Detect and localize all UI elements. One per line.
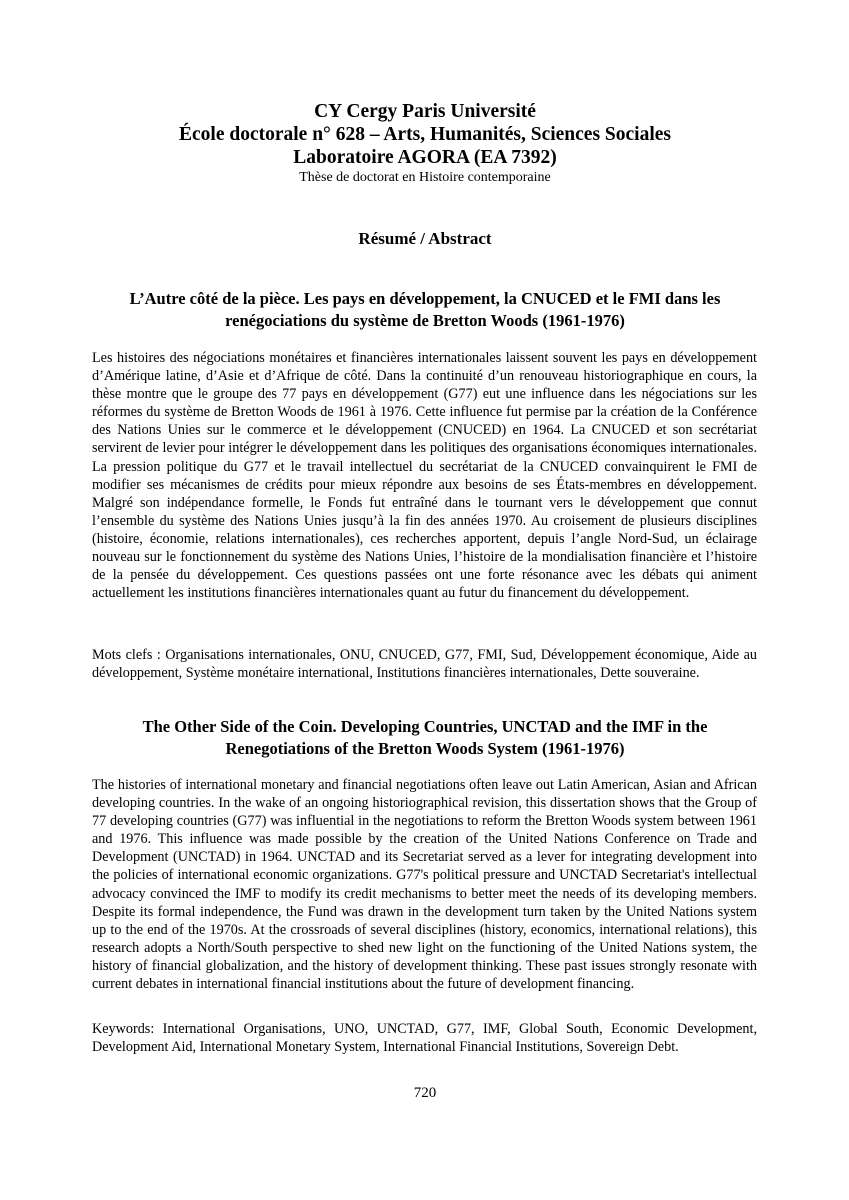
english-keywords-block [92,1020,757,1056]
english-title: The Other Side of the Coin. Developing Countries, UNCTAD and the IMF in the Renegotiations of the Bretton Woods System (1961-1976) [142,717,708,758]
document-header [90,100,760,186]
english-title-block [90,716,760,760]
resume-heading-block [90,228,760,250]
french-keywords: Mots clefs : Organisations internationales, ONU, CNUCED, G77, FMI, Sud, Développement économique, Aide au développement, Système monétaire international, Institutions financières internationales, Dette souveraine. [92,647,757,682]
laboratory-name: Laboratoire AGORA (EA 7392) [293,147,557,168]
french-keywords-block [92,646,757,682]
thesis-type: Thèse de doctorat en Histoire contemporaine [299,170,551,185]
university-name: CY Cergy Paris Université [314,101,536,122]
english-keywords: Keywords: International Organisations, UNO, UNCTAD, G77, IMF, Global South, Economic Development, Development Aid, International Monetary System, International Financial Institutions, Sovereign Debt. [92,1021,757,1056]
english-abstract: The histories of international monetary and financial negotiations often leave out Latin American, Asian and African developing countries. In the wake of an ongoing historiographical revision, this dissertation shows that the Group of 77 developing countries (G77) was influential in the negotiations to reform the Bretton Woods system between 1961 and 1976. This influence was made possible by the creation of the United Nations Conference on Trade and Development (UNCTAD) in 1964. UNCTAD and its Secretariat served as a lever for integrating development into the policies of international economic organizations. G77's political pressure and UNCTAD Secretariat's intellectual advocacy convinced the IMF to modify its credit mechanisms to better meet the needs of its developing members. Despite its formal independence, the Fund was drawn in the development turn taken by the United Nations system up to the end of the 1970s. At the crossroads of several disciplines (history, economics, international relations), this research adopts a North/South perspective to shed new light on the functioning of the United Nations system, the history of financial globalization, and the history of development thinking. These past issues strongly resonate with current debates in international financial institutions about the future of development financing. [92,777,757,993]
french-title: L’Autre côté de la pièce. Les pays en développement, la CNUCED et le FMI dans les renégociations du système de Bretton Woods (1961-1976) [129,289,721,330]
doctoral-school: École doctorale n° 628 – Arts, Humanités, Sciences Sociales [179,124,671,145]
english-abstract-block [92,776,757,993]
french-abstract-block [92,349,757,602]
resume-heading: Résumé / Abstract [358,229,492,248]
french-abstract: Les histoires des négociations monétaires et financières internationales laissent souvent les pays en développement d’Amérique latine, d’Asie et d’Afrique de côté. Dans la continuité d’un renouveau historiographique en cours, la thèse montre que le groupe des 77 pays en développement (G77) eut une influence dans les négociations sur les réformes du système de Bretton Woods de 1961 à 1976. Cette influence fut permise par la création de la Conférence des Nations Unies sur le commerce et le développement (CNUCED) en 1964. La CNUCED et son secrétariat servirent de levier pour intégrer le développement dans les politiques des organisations économiques internationales. La pression politique du G77 et le travail intellectuel du secrétariat de la CNUCED convainquirent le FMI de modifier ses mécanismes de crédits pour mieux répondre aux besoins de ses États-membres en développement. Malgré son indépendance formelle, le Fonds fut entraîné dans le tournant vers le développement que connut l’ensemble du système des Nations Unies jusqu’à la fin des années 1970. Au croisement de plusieurs disciplines (histoire, économie, relations internationales), ces recherches apportent, depuis l’angle Nord-Sud, un éclairage nouveau sur le fonctionnement du système des Nations Unies, l’histoire de la mondialisation financière et l’histoire de la pensée du développement. Ces questions passées ont une forte résonance avec les débats qui animent actuellement les institutions financières internationales quant au futur du financement du développement. [92,350,757,602]
french-title-block [90,288,760,332]
page-number: 720 [413,1085,437,1101]
page-number-block [380,1085,470,1102]
